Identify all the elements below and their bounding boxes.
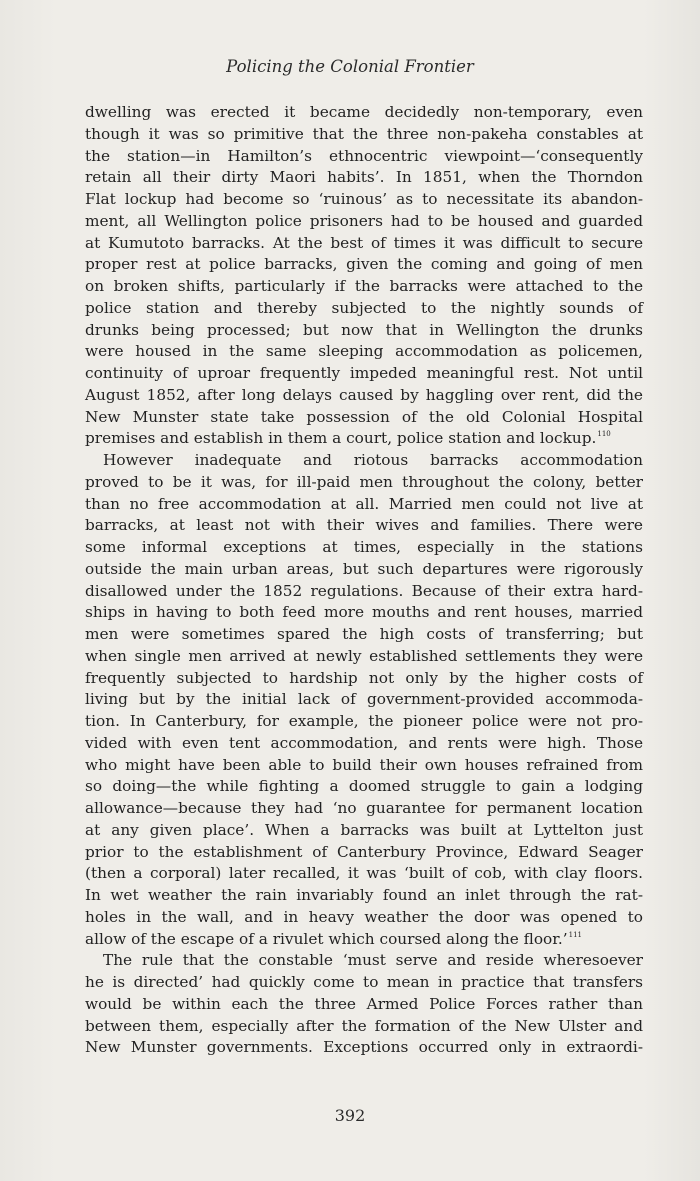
- text-line: August 1852, after long delays caused by haggling over rent, did the: [85, 385, 643, 404]
- text-line: [85, 929, 643, 951]
- body-text: [85, 102, 643, 1059]
- text-line: ships in having to both feed more mouths and rent houses, married: [85, 603, 643, 622]
- text-line: when single men arrived at newly established settlements they were: [85, 646, 643, 665]
- text-line: prior to the establishment of Canterbury Province, Edward Seager: [85, 842, 643, 861]
- text-line: outside the main urban areas, but such departures were rigorously: [85, 559, 643, 578]
- text-line: at Kumutoto barracks. At the best of times it was difficult to secure: [85, 233, 643, 252]
- text-line: between them, especially after the formation of the New Ulster and: [85, 1016, 643, 1035]
- text-line: the station—in Hamilton’s ethnocentric viewpoint—‘consequently: [85, 146, 643, 165]
- text-line: dwelling was erected it became decidedly non-temporary, even: [85, 103, 643, 121]
- paragraph-1: [85, 102, 643, 450]
- running-head: Policing the Colonial Frontier: [226, 57, 474, 76]
- text-line: who might have been able to build their own houses refrained from: [85, 755, 643, 774]
- text-line: proved to be it was, for ill-paid men throughout the colony, better: [85, 472, 643, 491]
- text-line: police station and thereby subjected to the nightly sounds of: [85, 298, 643, 317]
- footnote-marker: 110: [597, 430, 611, 439]
- text-line: vided with even tent accommodation, and rents were high. Those: [85, 733, 643, 752]
- paragraph-3: [85, 950, 643, 1059]
- text-line: men were sometimes spared the high costs of transferring; but: [85, 625, 643, 643]
- text-line: frequently subjected to hardship not only by the higher costs of: [85, 668, 643, 687]
- text-line: tion. In Canterbury, for example, the pioneer police were not pro-: [85, 712, 643, 730]
- text-line: New Munster state take possession of the old Colonial Hospital: [85, 407, 643, 426]
- footnote-marker: 111: [568, 930, 582, 939]
- text-line: retain all their dirty Maori habits’. In 1851, when the Thorndon: [85, 168, 643, 187]
- text-line: ment, all Wellington police prisoners had to be housed and guarded: [85, 211, 643, 230]
- text-line: [85, 428, 643, 450]
- text-line: some informal exceptions at times, especially in the stations: [85, 538, 643, 556]
- text-line: would be within each the three Armed Police Forces rather than: [85, 994, 643, 1013]
- paragraph-2: [85, 450, 643, 950]
- text-line: so doing—the while fighting a doomed struggle to gain a lodging: [85, 777, 643, 796]
- text-line: disallowed under the 1852 regulations. Because of their extra hard-: [85, 581, 643, 600]
- line-text: allow of the escape of a rivulet which coursed along the floor.’: [85, 929, 568, 948]
- text-line: were housed in the same sleeping accommodation as policemen,: [85, 342, 643, 361]
- text-line: However inadequate and riotous barracks accommodation: [103, 451, 643, 469]
- text-line: proper rest at police barracks, given the coming and going of men: [85, 255, 643, 274]
- text-line: on broken shifts, particularly if the barracks were attached to the: [85, 277, 643, 295]
- text-line: Flat lockup had become so ‘ruinous’ as to necessitate its abandon-: [85, 190, 643, 208]
- text-line: New Munster governments. Exceptions occurred only in extraordi-: [85, 1038, 643, 1057]
- text-line: drunks being processed; but now that in Wellington the drunks: [85, 320, 643, 339]
- text-line: The rule that the constable ‘must serve and reside wheresoever: [103, 951, 643, 970]
- text-line: at any given place’. When a barracks was built at Lyttelton just: [85, 820, 643, 839]
- text-line: living but by the initial lack of government-provided accommoda-: [85, 690, 643, 709]
- text-line: though it was so primitive that the three non-pakeha constables at: [85, 124, 643, 143]
- text-line: continuity of uproar frequently impeded meaningful rest. Not until: [85, 364, 643, 382]
- text-line: barracks, at least not with their wives and families. There were: [85, 516, 643, 535]
- text-line: allowance—because they had ‘no guarantee for permanent location: [85, 799, 643, 817]
- line-text: premises and establish in them a court, police station and lockup.: [85, 429, 597, 448]
- text-line: In wet weather the rain invariably found an inlet through the rat-: [85, 886, 643, 904]
- text-line: holes in the wall, and in heavy weather the door was opened to: [85, 907, 643, 926]
- page-number: 392: [334, 1106, 366, 1125]
- text-line: he is directed’ had quickly come to mean in practice that transfers: [85, 973, 643, 991]
- text-line: than no free accommodation at all. Married men could not live at: [85, 494, 643, 513]
- text-line: (then a corporal) later recalled, it was ‘built of cob, with clay floors.: [85, 864, 643, 883]
